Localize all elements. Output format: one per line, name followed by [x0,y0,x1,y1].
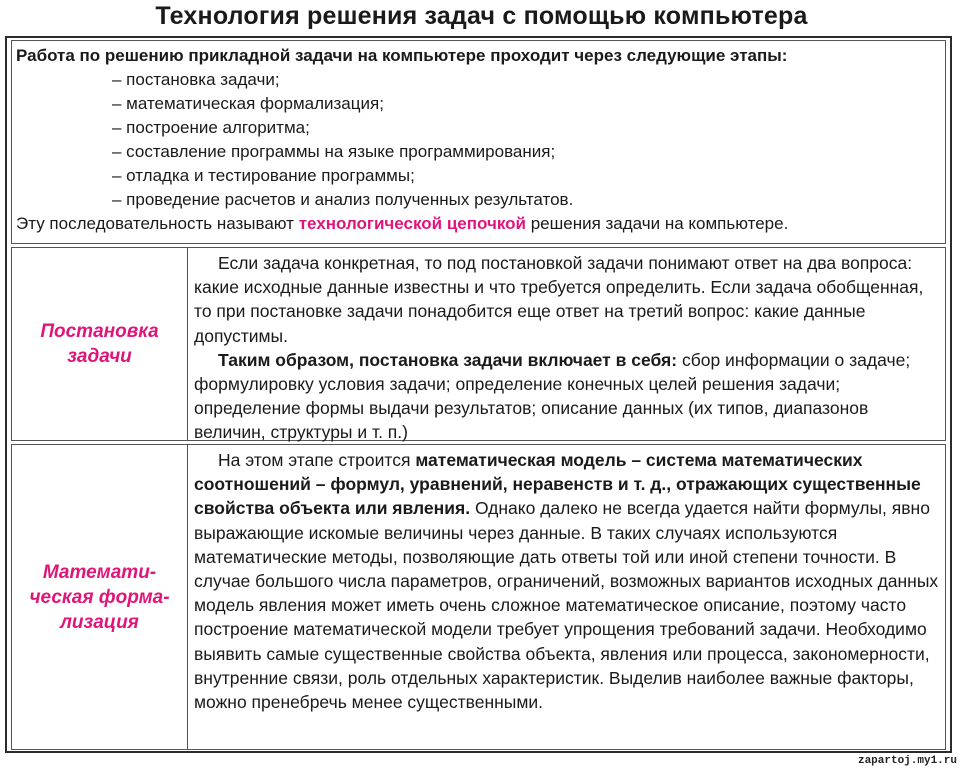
stage-item: – составление программы на языке программирования; [112,142,556,161]
content-frame [5,36,952,753]
row-math-formalization [11,444,946,750]
row-label-problem-statement [12,248,188,440]
intro-block [11,40,946,244]
paragraph-rest: сбор информации о задаче; формулировку условия задачи; определение конечных целей решения задачи; определение формы выдачи результатов; описание данных (их типов, диапазонов величин, структуры и т. п.) [194,349,911,443]
stage-item: – проведение расчетов и анализ полученных результатов. [112,190,574,209]
row-content-math-formalization [194,448,939,714]
paragraph [194,348,939,445]
intro-lead: Работа по решению прикладной задачи на компьютере проходит через следующие этапы: [16,46,788,65]
paragraph-start: На этом этапе строится [218,450,416,470]
paragraph: Если задача конкретная, то под постановкой задачи понимают ответ на два вопроса: какие исходные данные известны и что требуется определить. Если задача обобщенная, то при постановке задачи понадобится еще ответ на третий вопрос: какие данные допустимы. [194,253,924,346]
row-label-math-formalization [12,445,188,749]
stage-item: – отладка и тестирование программы; [112,166,415,185]
stage-item: – математическая формализация; [112,94,384,113]
paragraph [194,448,939,714]
outro-text-after: решения задачи на компьютере. [525,214,789,233]
bold-phrase: математическая модель – система математических соотношений – формул, уравнений, неравенств и т. д., отражающих существенные свойства объекта или явления. [194,450,921,519]
bold-phrase: Таким образом, постановка задачи включает в себя: [218,349,678,370]
intro-outro [16,212,941,236]
technological-chain-term: технологической цепочкой [298,214,526,233]
label-line: Математи- [42,561,157,583]
label-line: лизация [60,611,139,633]
watermark: zapartoj.my1.ru [857,755,957,767]
label-line: задачи [67,346,132,367]
stage-item: – построение алгоритма; [112,118,310,137]
page-title: Технология решения задач с помощью компьютера [155,2,808,30]
stages-list [16,68,941,212]
stage-item: – постановка задачи; [112,70,280,89]
outro-text-before: Эту последовательность называют [16,214,299,233]
row-content-problem-statement [194,251,939,445]
label-line: ческая форма- [29,586,170,608]
paragraph-rest: Однако далеко не всегда удается найти формулы, явно выражающие искомые величины через данные. В таких случаях используются математические методы, позволяющие дать ответы той или иной степени точности. В случае большого числа параметров, ограничений, возможных вариантов исходных данных модель явления может иметь очень сложное математическое описание, поэтому часто построение математической модели требует упрощения требований задачи. Необходимо выявить самые существенные свойства объекта, явления или процесса, закономерности, внутренние связи, роль отдельных характеристик. Выделив наиболее важные факторы, можно пренебречь менее существенными. [194,498,939,713]
row-problem-statement [11,247,946,441]
label-line: Постановка [40,321,159,342]
